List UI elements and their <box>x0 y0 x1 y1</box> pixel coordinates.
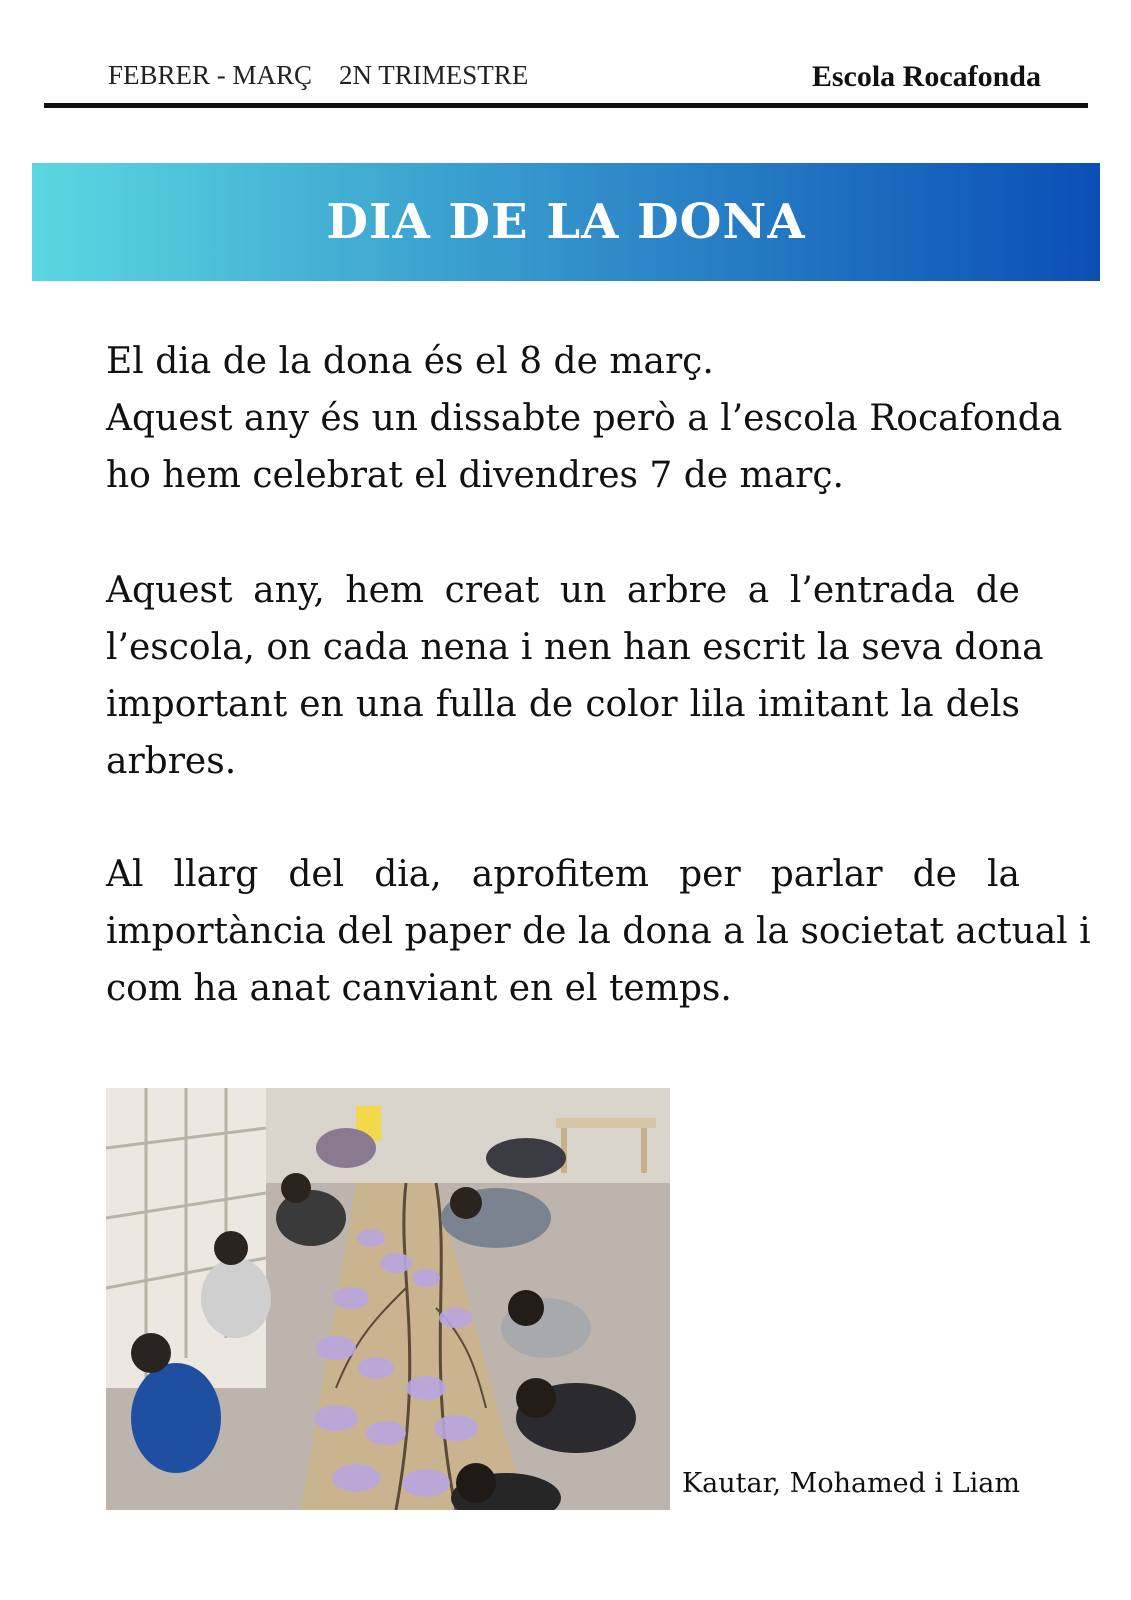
paragraph-line: Aquest any és un dissabte però a l’escola Rocafonda <box>106 398 1063 439</box>
paragraph-tree <box>106 562 1044 790</box>
page-title: DIA DE LA DONA <box>326 194 806 250</box>
paragraph-line: com ha anat canviant en el temps. <box>106 968 732 1009</box>
paragraph-line: ho hem celebrat el divendres 7 de març. <box>106 455 844 496</box>
paragraph-line: arbres. <box>106 741 237 782</box>
header-divider <box>44 103 1088 108</box>
class-activity-photo <box>106 1088 670 1510</box>
paragraph-intro <box>106 333 1063 504</box>
title-banner <box>32 163 1100 281</box>
paragraph-line: importància del paper de la dona a la societat actual i <box>106 911 1091 952</box>
paragraph-line: important en una fulla de color lila imitant la dels <box>106 684 1020 725</box>
paragraph-line: Al llarg del dia, aprofitem per parlar de la <box>106 854 1020 895</box>
paragraph-line: l’escola, on cada nena i nen han escrit la seva dona <box>106 627 1044 668</box>
header-school-name: Escola Rocafonda <box>811 60 1041 93</box>
paragraph-line: El dia de la dona és el 8 de març. <box>106 341 714 382</box>
photo-caption: Kautar, Mohamed i Liam <box>681 1468 1020 1499</box>
paragraph-line: Aquest any, hem creat un arbre a l’entrada de <box>106 570 1020 611</box>
header-issue-label: FEBRER - MARÇ 2N TRIMESTRE <box>108 60 529 90</box>
paragraph-day <box>106 846 1091 1017</box>
